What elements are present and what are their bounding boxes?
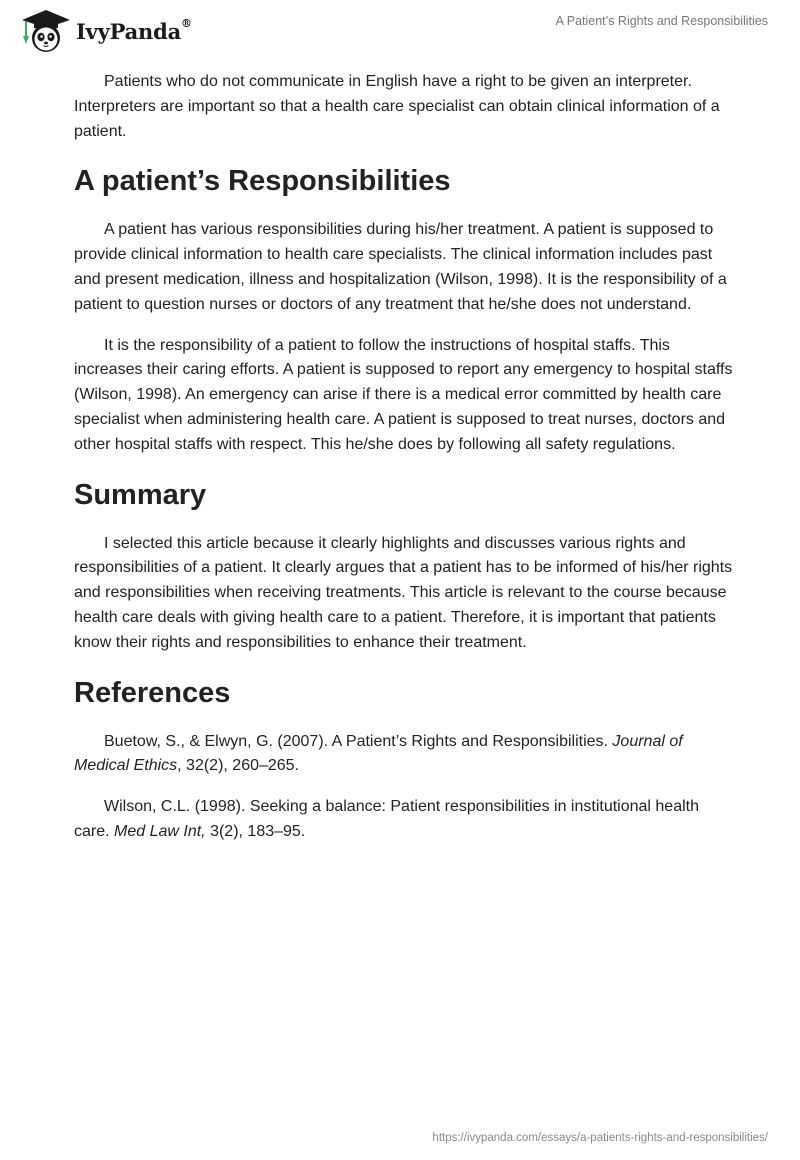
responsibilities-heading: A patient’s Responsibilities bbox=[74, 165, 451, 198]
responsibilities-paragraph-2: It is the responsibility of a patient to follow the instructions of hospital staffs. This increases their caring efforts. A patient is supposed to report any emergency to hospital staffs (Wilson, 1998). An emergency can arise if there is a medical error committed by health care specialist when administering health care. A patient is supposed to treat nurses, doctors and other hospital staffs with respect. This he/she does by following all safety regulations. bbox=[74, 336, 733, 453]
summary-paragraph: I selected this article because it clearly highlights and discusses various rights and responsibilities of a patient. It clearly argues that a patient has to be informed of his/her rights and responsibilities when receiving treatments. This article is relevant to the course because health care deals with giving health care to a patient. Therefore, it is important that patients know their rights and responsibilities to enhance their treatment. bbox=[74, 534, 733, 651]
references-heading: References bbox=[74, 676, 231, 709]
intro-paragraph: Patients who do not communicate in English have a right to be given an interpreter. Interpreters are important so that a health care specialist can obtain clinical information of a patient. bbox=[74, 73, 720, 140]
brand-name: IvyPanda® bbox=[76, 16, 192, 44]
panda-graduate-icon bbox=[14, 6, 74, 56]
responsibilities-paragraph-1: A patient has various responsibilities during his/her treatment. A patient is supposed to provide clinical information to health care specialists. The clinical information includes past and present medication, illness and hospitalization (Wilson, 1998). It is the responsibility of a patient to question nurses or doctors of any treatment that he/she does not understand. bbox=[74, 221, 727, 313]
document-title: A Patient’s Rights and Responsibilities bbox=[555, 14, 768, 28]
brand-logo[interactable] bbox=[14, 6, 192, 56]
page-header bbox=[0, 0, 800, 64]
reference-item-1: Buetow, S., & Elwyn, G. (2007). A Patient’s Rights and Responsibilities. Journal of Medical Ethics, 32(2), 260–265. bbox=[74, 732, 683, 775]
reference-item-2: Wilson, C.L. (1998). Seeking a balance: Patient responsibilities in institutional health care. Med Law Int, 3(2), 183–95. bbox=[74, 798, 699, 840]
footer-url[interactable]: https://ivypanda.com/essays/a-patients-rights-and-responsibilities/ bbox=[432, 1132, 768, 1144]
summary-heading: Summary bbox=[74, 478, 207, 511]
reference-journal: Journal of Medical Ethics bbox=[74, 732, 683, 775]
article-body bbox=[74, 70, 734, 861]
reference-journal: Med Law Int, bbox=[114, 822, 206, 840]
